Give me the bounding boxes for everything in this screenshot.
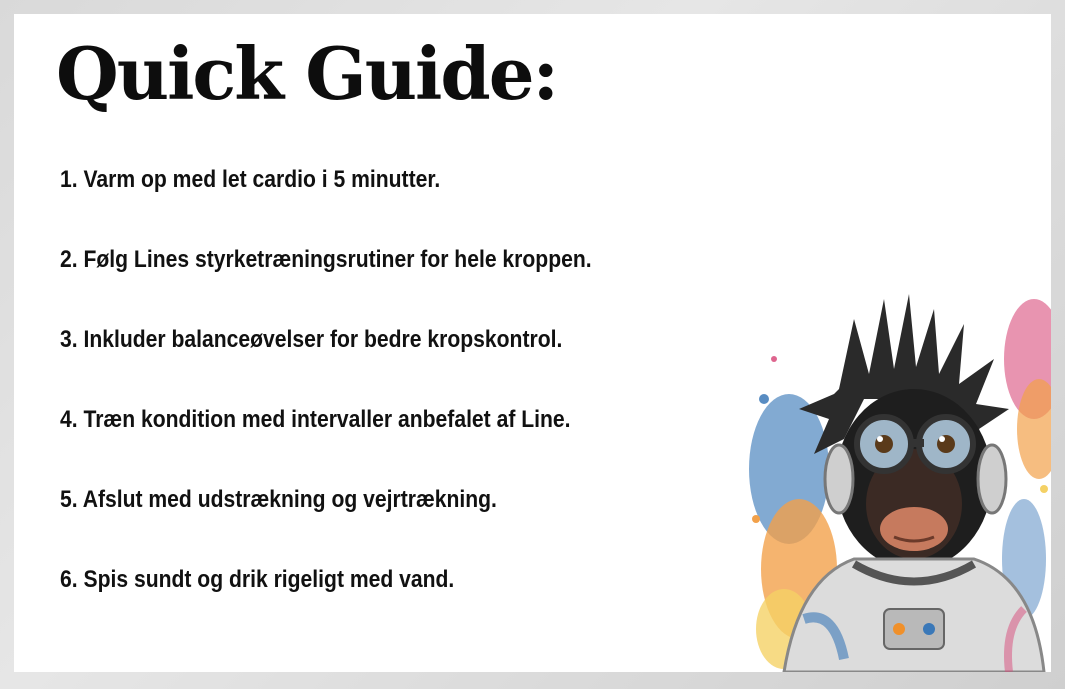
step-text: 5. Afslut med udstrækning og vejrtrækning. xyxy=(60,486,497,513)
list-item xyxy=(60,564,664,644)
list-item xyxy=(60,484,664,564)
step-text: 3. Inkluder balanceøvelser for bedre kropskontrol. xyxy=(60,326,563,353)
list-item xyxy=(60,404,664,484)
list-item xyxy=(60,324,664,404)
guide-card xyxy=(14,14,1051,672)
monkey-astronaut-watercolor-icon xyxy=(744,279,1051,672)
page-title: Quick Guide: xyxy=(56,31,558,116)
list-item xyxy=(60,244,664,324)
muzzle xyxy=(880,507,948,551)
list-item xyxy=(60,164,664,244)
step-text: 4. Træn kondition med intervaller anbefalet af Line. xyxy=(60,406,571,433)
steps-list xyxy=(60,164,664,644)
step-text: 6. Spis sundt og drik rigeligt med vand. xyxy=(60,566,455,593)
step-text: 2. Følg Lines styrketræningsrutiner for hele kroppen. xyxy=(60,246,592,273)
step-text: 1. Varm op med let cardio i 5 minutter. xyxy=(60,166,441,193)
